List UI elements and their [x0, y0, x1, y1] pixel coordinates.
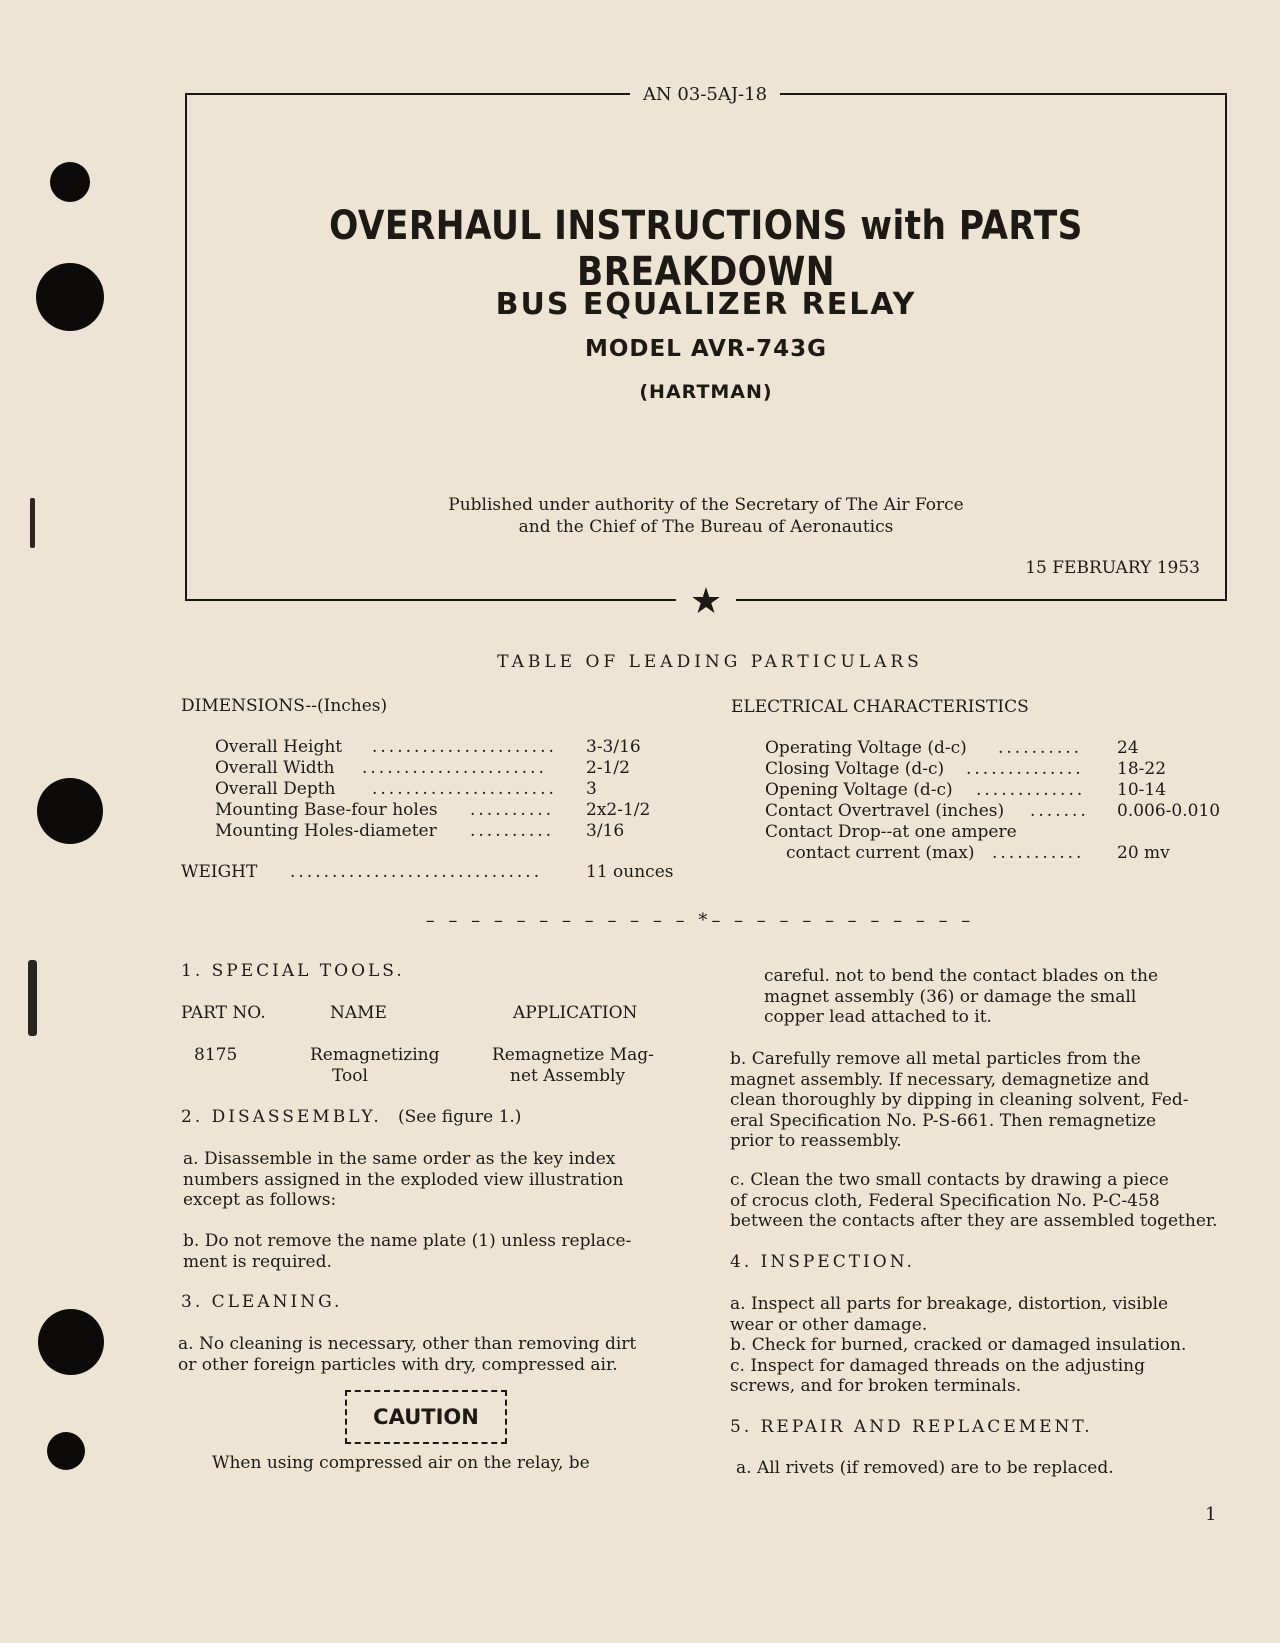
tool-application-line: Remagnetize Mag- — [492, 1045, 654, 1065]
paragraph — [730, 1170, 1218, 1232]
dimension-label: Overall Width — [215, 758, 335, 778]
publication-date: 15 FEBRUARY 1953 — [1025, 558, 1200, 578]
column-header: APPLICATION — [513, 1003, 638, 1023]
leader-dots: .............................. — [290, 862, 543, 882]
electrical-label: Opening Voltage (d-c) — [765, 780, 953, 800]
particulars-title: TABLE OF LEADING PARTICULARS — [497, 652, 923, 672]
electrical-label: Closing Voltage (d-c) — [765, 759, 945, 779]
leader-dots: ...................... — [372, 779, 557, 799]
binder-hole-5 — [47, 1432, 85, 1470]
paragraph: a. All rivets (if removed) are to be replaced. — [736, 1458, 1114, 1478]
paragraph — [730, 1049, 1189, 1152]
electrical-label: Operating Voltage (d-c) — [765, 738, 967, 758]
tool-application-line: net Assembly — [510, 1065, 626, 1086]
tool-name-line: Tool — [332, 1065, 368, 1086]
binder-hole-4 — [38, 1309, 104, 1375]
edge-mark — [28, 960, 37, 1036]
section-heading: 4. INSPECTION. — [730, 1252, 915, 1272]
leader-dots: ............. — [976, 780, 1086, 800]
text-line: magnet assembly (36) or damage the small — [764, 986, 1137, 1007]
text-line: b. Do not remove the name plate (1) unless replace- — [183, 1231, 632, 1251]
document-title: OVERHAUL INSTRUCTIONS with PARTS BREAKDOWN — [329, 203, 1083, 295]
text-line: ment is required. — [183, 1251, 332, 1272]
caution-text: When using compressed air on the relay, be — [212, 1453, 590, 1473]
binder-hole-3 — [37, 778, 103, 844]
text-line: clean thoroughly by dipping in cleaning solvent, Fed- — [730, 1090, 1189, 1110]
binder-hole-2 — [36, 263, 104, 331]
dimension-value: 2x2-1/2 — [586, 800, 651, 820]
paragraph — [178, 1334, 636, 1375]
leader-dots: .......... — [998, 738, 1083, 758]
text-line: a. Inspect all parts for breakage, distortion, visible — [730, 1294, 1169, 1314]
paragraph — [183, 1231, 631, 1272]
text-line: eral Specification No. P-S-661. Then remagnetize — [730, 1110, 1157, 1131]
text-line: screws, and for broken terminals. — [730, 1376, 1022, 1396]
part-number: 8175 — [194, 1045, 238, 1065]
electrical-label: contact current (max) — [786, 843, 975, 863]
text-line: c. Clean the two small contacts by drawing a piece — [730, 1170, 1169, 1190]
figure-reference: (See figure 1.) — [398, 1107, 522, 1127]
dimension-label: Overall Height — [215, 737, 343, 757]
section-heading: 2. DISASSEMBLY. — [181, 1107, 382, 1127]
column-header: NAME — [330, 1003, 387, 1023]
equipment-name: BUS EQUALIZER RELAY — [495, 287, 917, 322]
section-divider: – – – – – – – – – – – – *– – – – – – – – – – – – — [425, 910, 975, 931]
edge-mark — [30, 498, 35, 548]
tool-name-line: Remagnetizing — [310, 1045, 440, 1065]
electrical-value: 20 mv — [1117, 843, 1170, 863]
dimension-label: Mounting Holes-diameter — [215, 821, 437, 841]
dimension-value: 3/16 — [586, 821, 625, 841]
electrical-label: Contact Drop--at one ampere — [765, 822, 1017, 842]
electrical-value: 18-22 — [1117, 759, 1167, 779]
column-header: PART NO. — [181, 1003, 266, 1023]
text-line: b. Check for burned, cracked or damaged insulation. — [730, 1335, 1187, 1355]
leader-dots: ...................... — [362, 758, 547, 778]
weight-label: WEIGHT — [181, 862, 258, 882]
leader-dots: ........... — [992, 843, 1085, 863]
leader-dots: ....... — [1030, 801, 1089, 821]
paragraph — [730, 1294, 1186, 1397]
caution-text-continued — [764, 966, 1158, 1028]
text-line: magnet assembly. If necessary, demagnetize and — [730, 1069, 1150, 1090]
leader-dots: .............. — [966, 759, 1084, 779]
text-line: a. No cleaning is necessary, other than removing dirt — [178, 1334, 637, 1354]
text-line: b. Carefully remove all metal particles from the — [730, 1049, 1141, 1069]
electrical-value: 10-14 — [1117, 780, 1167, 800]
text-line: prior to reassembly. — [730, 1131, 902, 1151]
electrical-label: Contact Overtravel (inches) — [765, 801, 1005, 821]
page-number: 1 — [1205, 1504, 1217, 1525]
dimensions-heading: DIMENSIONS--(Inches) — [181, 696, 388, 716]
text-line: copper lead attached to it. — [764, 1007, 992, 1027]
document-number: AN 03-5AJ-18 — [630, 82, 780, 108]
tool-name — [310, 1045, 440, 1086]
text-line: careful. not to bend the contact blades on the — [764, 966, 1159, 986]
text-line: c. Inspect for damaged threads on the adjusting — [730, 1355, 1145, 1376]
electrical-value: 0.006-0.010 — [1117, 801, 1221, 821]
dimension-label: Mounting Base-four holes — [215, 800, 438, 820]
section-heading: 1. SPECIAL TOOLS. — [181, 961, 405, 981]
caution-label: CAUTION — [345, 1390, 507, 1444]
equipment-model: MODEL AVR-743G — [584, 336, 828, 362]
dimension-value: 2-1/2 — [586, 758, 630, 778]
manufacturer: (HARTMAN) — [639, 381, 773, 403]
paragraph — [183, 1149, 623, 1211]
dimension-value: 3-3/16 — [586, 737, 641, 757]
electrical-value: 24 — [1117, 738, 1139, 758]
section-heading: 3. CLEANING. — [181, 1292, 343, 1312]
leader-dots: .......... — [470, 821, 555, 841]
electrical-heading: ELECTRICAL CHARACTERISTICS — [731, 697, 1029, 717]
authority-line: and the Chief of The Bureau of Aeronautics — [518, 517, 894, 537]
text-line: or other foreign particles with dry, compressed air. — [178, 1354, 618, 1375]
text-line: numbers assigned in the exploded view illustration — [183, 1169, 624, 1190]
authority-line: Published under authority of the Secretary of The Air Force — [448, 495, 964, 515]
leader-dots: ...................... — [372, 737, 557, 757]
text-line: between the contacts after they are assembled together. — [730, 1211, 1218, 1231]
authority-statement — [185, 494, 1227, 538]
weight-value: 11 ounces — [586, 862, 674, 882]
text-line: except as follows: — [183, 1190, 337, 1210]
text-line: wear or other damage. — [730, 1314, 928, 1335]
leader-dots: .......... — [470, 800, 555, 820]
text-line: of crocus cloth, Federal Specification No. P-C-458 — [730, 1190, 1160, 1211]
dimension-label: Overall Depth — [215, 779, 336, 799]
binder-hole-1 — [50, 162, 90, 202]
tool-application — [492, 1045, 654, 1086]
star-icon: ★ — [676, 582, 736, 622]
dimension-value: 3 — [586, 779, 597, 799]
text-line: a. Disassemble in the same order as the key index — [183, 1149, 616, 1169]
section-heading: 5. REPAIR AND REPLACEMENT. — [730, 1417, 1093, 1437]
